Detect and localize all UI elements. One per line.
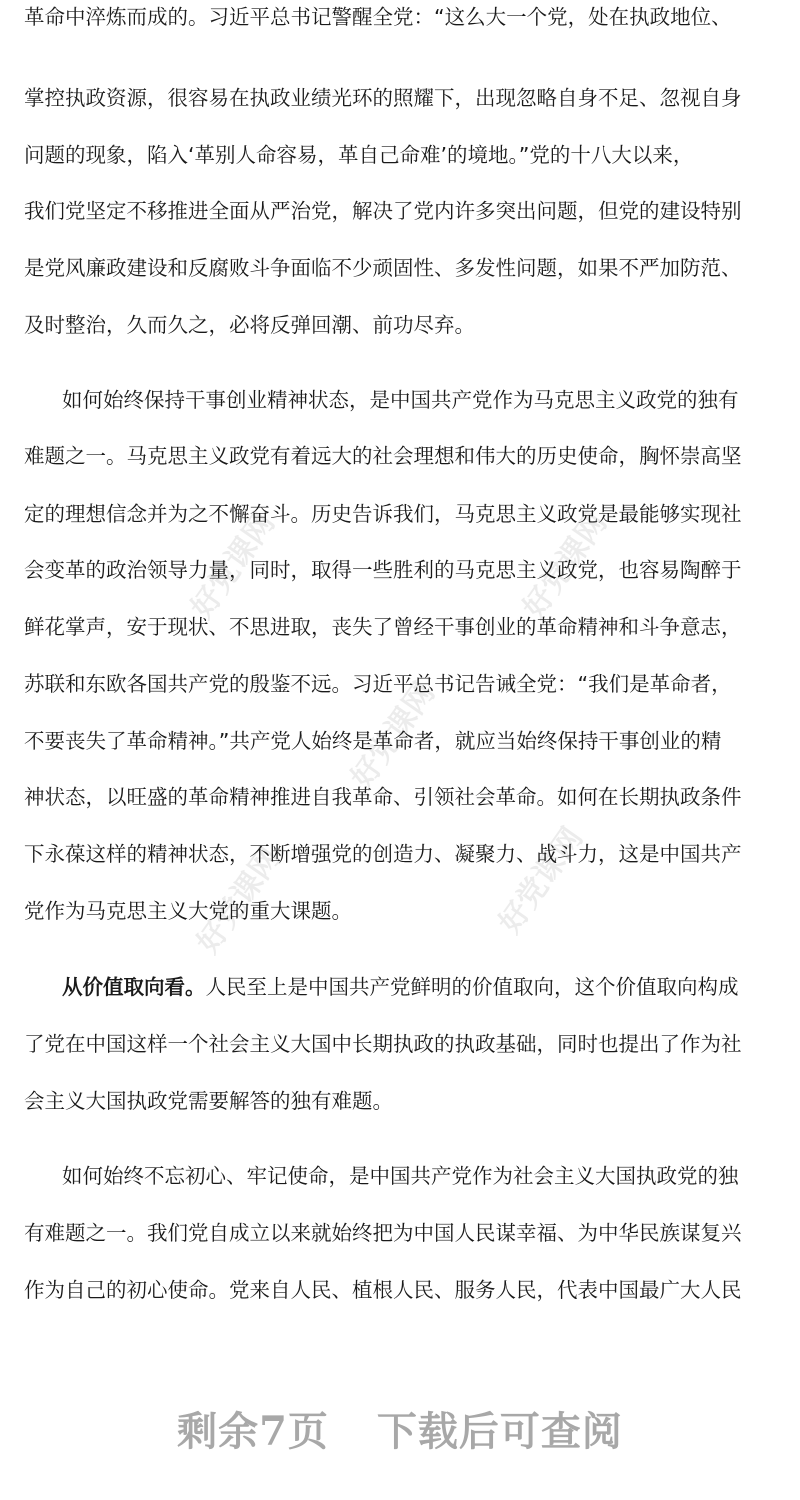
paragraph-line: 我们党坚定不移推进全面从严治党，解决了党内许多突出问题，但党的建设特别 — [24, 199, 742, 223]
paragraph-line: 是党风廉政建设和反腐败斗争面临不少顽固性、多发性问题，如果不严加防范、 — [24, 256, 742, 280]
remaining-pages-label: 剩余7页 — [177, 1408, 329, 1455]
paragraph-line: 党作为马克思主义大党的重大课题。 — [24, 899, 352, 923]
paragraph-line — [62, 973, 784, 1001]
watermark: 好党课网 — [492, 821, 591, 940]
paragraph-text: 人民至上是中国共产党鲜明的价值取向，这个价值取向构成 — [205, 975, 739, 999]
watermark: 好党课网 — [190, 841, 289, 960]
paragraph-line: 神状态，以旺盛的革命精神推进自我革命、引领社会革命。如何在长期执政条件 — [24, 785, 742, 809]
paragraph-line: 苏联和东欧各国共产党的殷鉴不远。习近平总书记告诫全党：“我们是革命者， — [24, 672, 732, 696]
paragraph-line: 作为自己的初心使命。党来自人民、植根人民、服务人民，代表中国最广大人民 — [24, 1278, 742, 1302]
paragraph-line: 难题之一。马克思主义政党有着远大的社会理想和伟大的历史使命，胸怀崇高坚 — [24, 444, 742, 468]
paragraph-line: 会主义大国执政党需要解答的独有难题。 — [24, 1089, 393, 1113]
watermark: 好党课网 — [184, 506, 283, 625]
section-lead: 从价值取向看。 — [62, 975, 206, 999]
download-to-view-label: 下载后可查阅 — [376, 1408, 623, 1455]
paragraph-line: 如何始终保持干事创业精神状态，是中国共产党作为马克思主义政党的独有 — [62, 388, 739, 412]
paragraph-line: 定的理想信念并为之不懈奋斗。历史告诉我们，马克思主义政党是最能够实现社 — [24, 502, 742, 526]
paragraph-line: 了党在中国这样一个社会主义大国中长期执政的执政基础，同时也提出了作为社 — [24, 1032, 742, 1056]
paragraph-line: 问题的现象，陷入‘革别人命容易，革自己命难’的境地。”党的十八大以来， — [24, 143, 694, 167]
paragraph-line: 革命中淬炼而成的。习近平总书记警醒全党：“这么大一个党，处在执政地位、 — [24, 5, 732, 29]
watermark: 好党课网 — [516, 506, 615, 625]
paragraph-line: 如何始终不忘初心、牢记使命，是中国共产党作为社会主义大国执政党的独 — [62, 1164, 739, 1188]
paragraph-line: 有难题之一。我们党自成立以来就始终把为中国人民谋幸福、为中华民族谋复兴 — [24, 1221, 742, 1245]
paragraph-line: 不要丧失了革命精神。”共产党人始终是革命者，就应当始终保持干事创业的精 — [24, 729, 722, 753]
paragraph-line: 会变革的政治领导力量，同时，取得一些胜利的马克思主义政党，也容易陶醉于 — [24, 558, 742, 582]
paragraph-line: 鲜花掌声，安于现状、不思进取，丧失了曾经干事创业的革命精神和斗争意志， — [24, 615, 742, 639]
watermark: 好党课网 — [344, 676, 443, 795]
download-prompt[interactable] — [0, 1400, 800, 1457]
paragraph-line: 及时整治，久而久之，必将反弹回潮、前功尽弃。 — [24, 313, 475, 337]
paragraph-line: 掌控执政资源，很容易在执政业绩光环的照耀下，出现忽略自身不足、忽视自身 — [24, 86, 742, 110]
paragraph-line: 下永葆这样的精神状态，不断增强党的创造力、凝聚力、战斗力，这是中国共产 — [24, 842, 742, 866]
